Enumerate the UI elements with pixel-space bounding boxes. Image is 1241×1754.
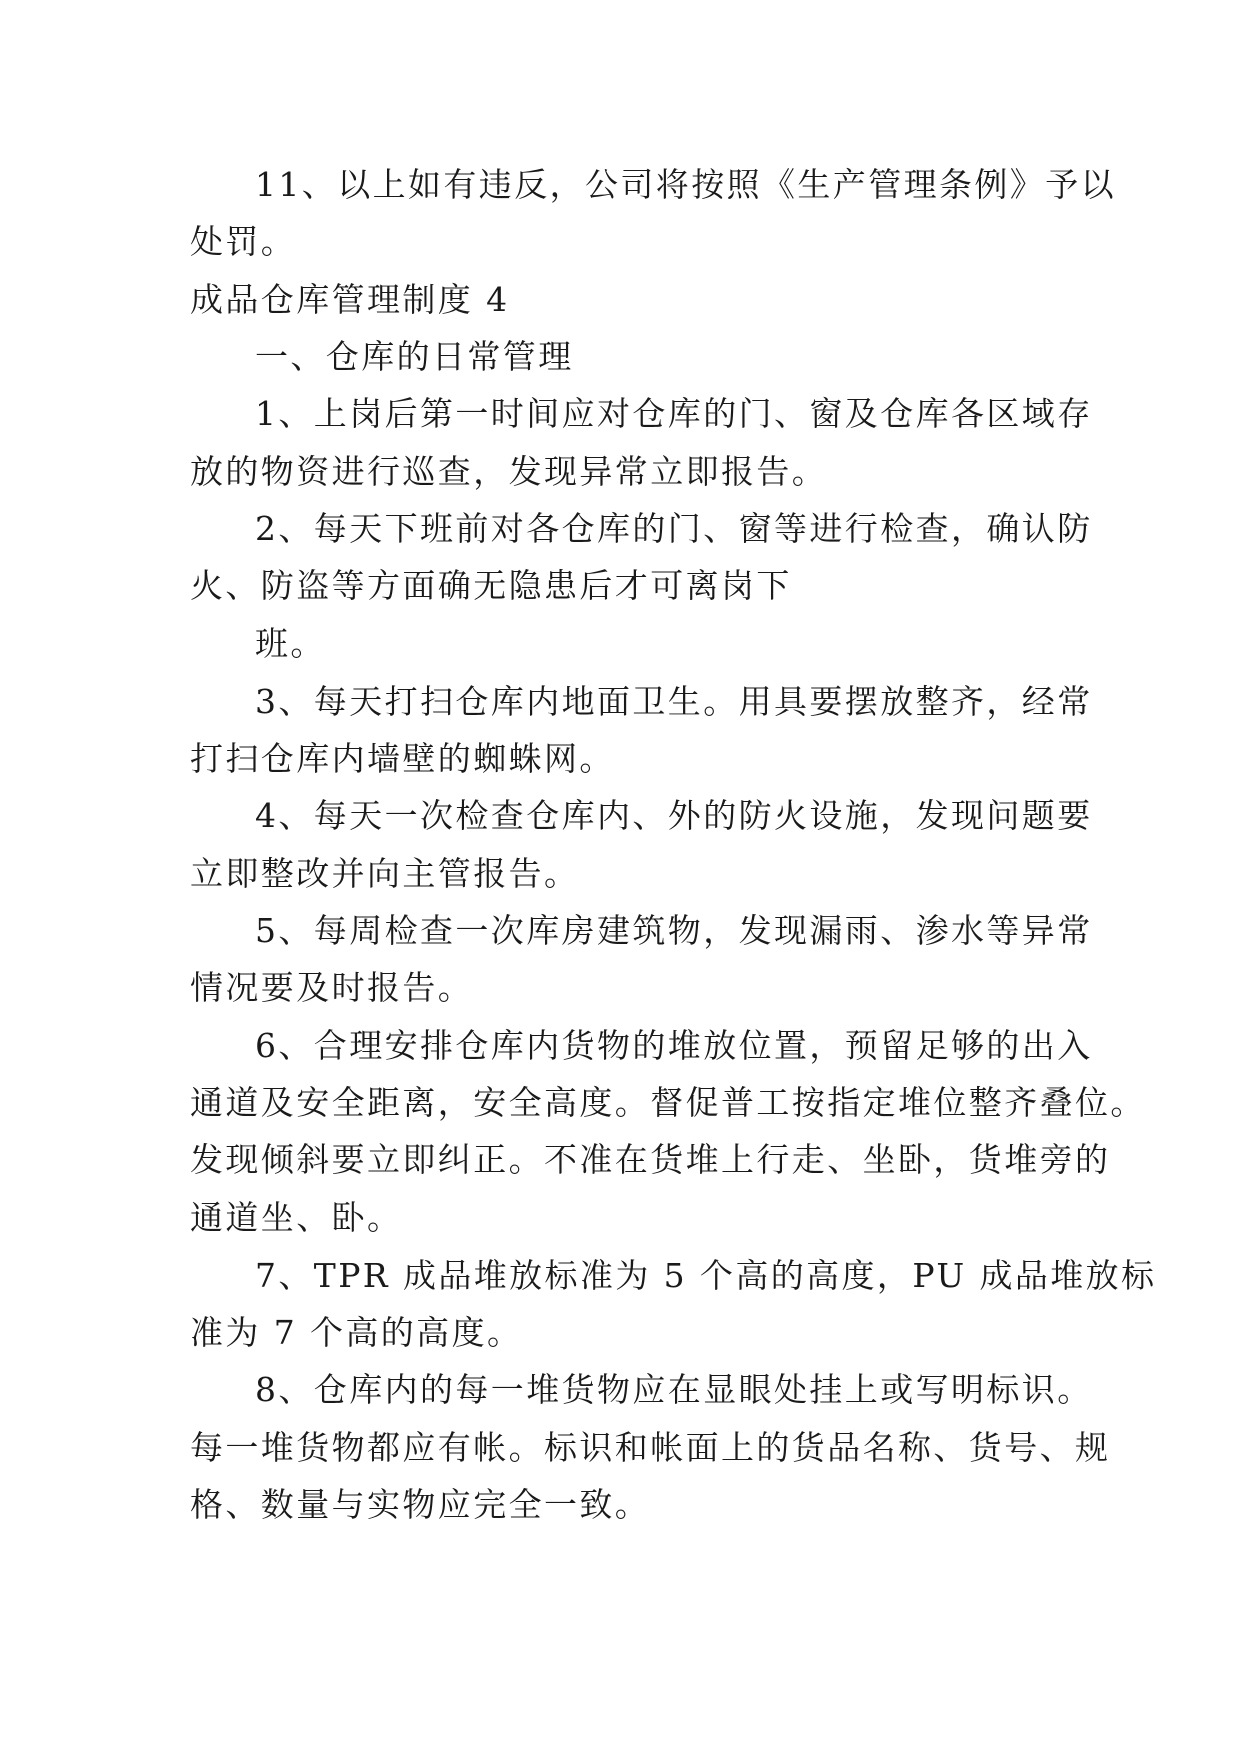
paragraph-line: 7、TPR 成品堆放标准为 5 个高的高度，PU 成品堆放标 bbox=[255, 1256, 1157, 1295]
paragraph-line: 1、上岗后第一时间应对仓库的门、窗及仓库各区域存 bbox=[255, 394, 1093, 433]
paragraph-line: 发现倾斜要立即纠正。不准在货堆上行走、坐卧，货堆旁的 bbox=[190, 1140, 1111, 1179]
paragraph-line: 格、数量与实物应完全一致。 bbox=[190, 1485, 651, 1524]
section-subtitle: 一、仓库的日常管理 bbox=[255, 337, 574, 376]
paragraph-line: 处罚。 bbox=[190, 222, 297, 261]
paragraph-line: 班。 bbox=[255, 624, 326, 663]
paragraph-line: 2、每天下班前对各仓库的门、窗等进行检查，确认防 bbox=[255, 509, 1093, 548]
paragraph-line: 立即整改并向主管报告。 bbox=[190, 854, 580, 893]
section-title: 成品仓库管理制度 4 bbox=[190, 280, 510, 319]
paragraph-line: 放的物资进行巡查，发现异常立即报告。 bbox=[190, 452, 828, 491]
paragraph-line: 8、仓库内的每一堆货物应在显眼处挂上或写明标识。 bbox=[255, 1370, 1093, 1409]
paragraph-line: 打扫仓库内墙壁的蜘蛛网。 bbox=[190, 739, 615, 778]
paragraph-line: 4、每天一次检查仓库内、外的防火设施，发现问题要 bbox=[255, 796, 1093, 835]
paragraph-line: 6、合理安排仓库内货物的堆放位置，预留足够的出入 bbox=[255, 1026, 1093, 1065]
paragraph-line: 每一堆货物都应有帐。标识和帐面上的货品名称、货号、规 bbox=[190, 1428, 1111, 1467]
paragraph-line: 火、防盗等方面确无隐患后才可离岗下 bbox=[190, 566, 792, 605]
paragraph-line: 11、以上如有违反，公司将按照《生产管理条例》予以 bbox=[255, 165, 1116, 204]
paragraph-line: 3、每天打扫仓库内地面卫生。用具要摆放整齐，经常 bbox=[255, 682, 1093, 721]
paragraph-line: 情况要及时报告。 bbox=[190, 968, 474, 1007]
paragraph-line: 通道坐、卧。 bbox=[190, 1198, 403, 1237]
paragraph-line: 5、每周检查一次库房建筑物，发现漏雨、渗水等异常 bbox=[255, 911, 1093, 950]
paragraph-line: 通道及安全距离，安全高度。督促普工按指定堆位整齐叠位。 bbox=[190, 1083, 1146, 1122]
paragraph-line: 准为 7 个高的高度。 bbox=[190, 1313, 523, 1352]
